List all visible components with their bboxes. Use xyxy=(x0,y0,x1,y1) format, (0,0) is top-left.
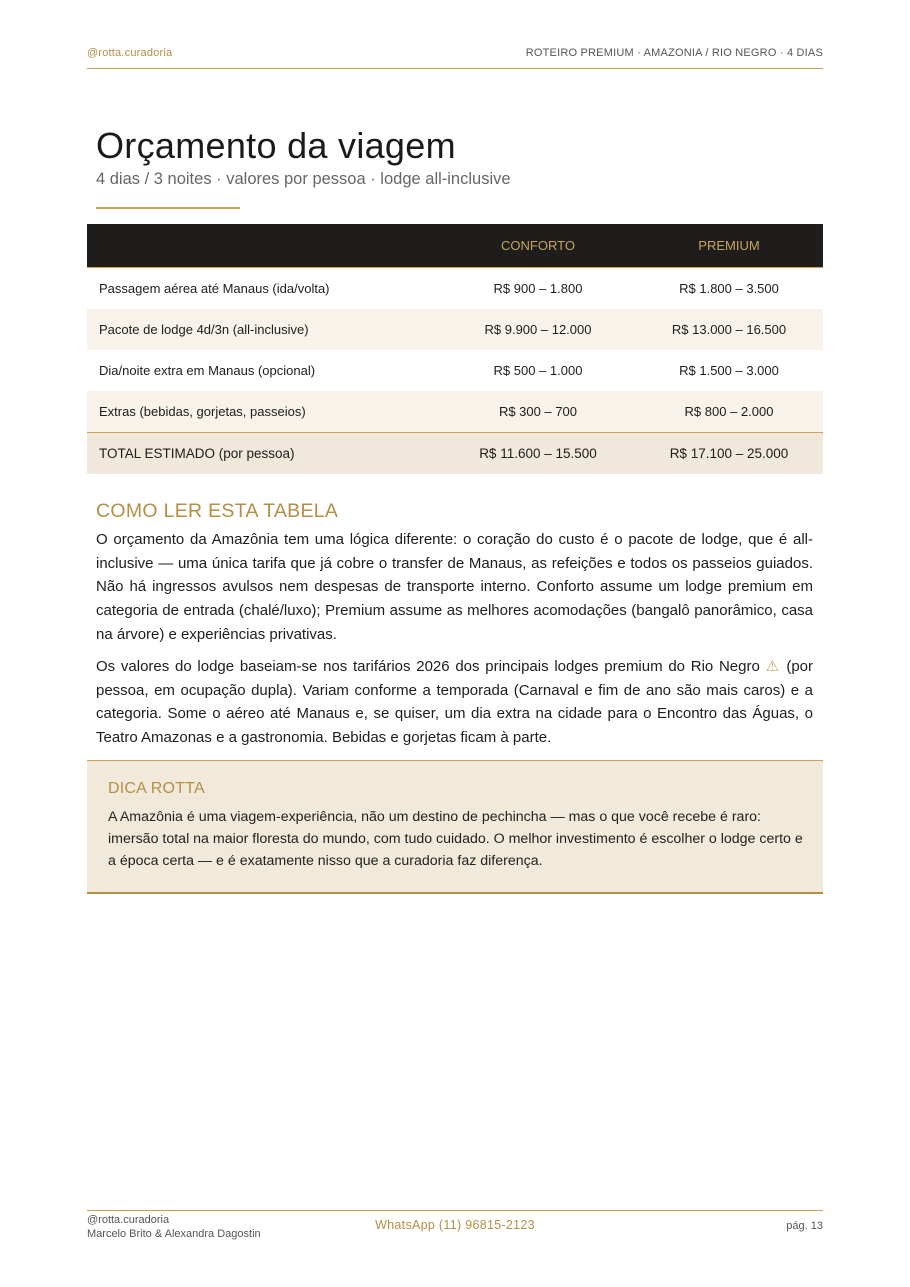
row-value-premium: R$ 800 – 2.000 xyxy=(635,391,823,433)
page-title: Orçamento da viagem xyxy=(96,125,456,166)
row-value-premium: R$ 13.000 – 16.500 xyxy=(635,309,823,350)
pricing-notes-text-b: (por pessoa, em ocupação dupla). Variam conforme a temporada (Carnaval e fim de ano são mais caros) e a categoria. Some o aéreo até Manaus e, se quiser, um dia extra na cidade para o Encontro das Águas, o Teatro Amazonas e a gastronomia. Bebidas e gorjetas ficam à parte. xyxy=(96,658,814,747)
header-document-title: ROTEIRO PREMIUM · AMAZONIA / RIO NEGRO · 4 DIAS xyxy=(525,47,823,59)
table-header-row xyxy=(87,224,823,268)
footer-brand: @rotta.curadoria xyxy=(87,1214,170,1226)
row-label: Pacote de lodge 4d/3n (all-inclusive) xyxy=(87,309,441,350)
page-footer xyxy=(87,1210,823,1241)
table-row xyxy=(87,350,823,391)
page-header xyxy=(87,46,823,69)
warning-icon: ⚠ xyxy=(765,658,781,675)
footer-whatsapp-contact: WhatsApp (11) 96815-2123 xyxy=(375,1218,535,1232)
pricing-notes-text-a: Os valores do lodge baseiam-se nos tarifários 2026 dos principais lodges premium do Rio Negro xyxy=(96,658,760,675)
table-total-row xyxy=(87,433,823,475)
row-label: Dia/noite extra em Manaus (opcional) xyxy=(99,363,316,378)
title-block xyxy=(96,124,816,190)
pricing-notes-paragraph xyxy=(96,655,813,750)
section-heading: COMO LER ESTA TABELA xyxy=(96,500,339,522)
budget-table xyxy=(87,224,823,474)
total-value-conforto: R$ 11.600 – 15.500 xyxy=(441,433,635,475)
explanation-paragraph: O orçamento da Amazônia tem uma lógica diferente: o coração do custo é o pacote de lodge, que é all-inclusive — uma única tarifa que já cobre o transfer de Manaus, as refeições e todos os passeios guiados. Não há ingressos avulsos nem despesas de transporte interno. Conforto assume um lodge premium em categoria de entrada (chalé/luxo); Premium assume as melhores acomodações (bangalô panorâmico, casa na árvore) e experiências privativas. xyxy=(96,531,813,643)
column-header-item xyxy=(87,224,441,268)
tip-box xyxy=(87,760,823,894)
page-number: pág. 13 xyxy=(786,1220,823,1232)
table-row xyxy=(87,391,823,433)
header-brand: @rotta.curadoria xyxy=(87,47,173,59)
tip-text: A Amazônia é uma viagem-experiência, não um destino de pechincha — mas o que você recebe é raro: imersão total na maior floresta do mundo, com tudo cuidado. O melhor investimento é escolher o lodge certo e a época certa — e é exatamente nisso que a curadoria faz diferença. xyxy=(108,809,803,869)
column-header-conforto: CONFORTO xyxy=(441,224,635,268)
row-value-conforto: R$ 900 – 1.800 xyxy=(493,281,583,296)
row-value-conforto: R$ 500 – 1.000 xyxy=(493,363,583,378)
row-label: Passagem aérea até Manaus (ida/volta) xyxy=(99,281,330,296)
title-divider xyxy=(96,207,240,209)
row-value-premium: R$ 1.500 – 3.000 xyxy=(679,363,779,378)
page-subtitle: 4 dias / 3 noites · valores por pessoa · lodge all-inclusive xyxy=(96,170,511,188)
tip-title: DICA ROTTA xyxy=(108,780,205,797)
table-row xyxy=(87,309,823,350)
column-header-premium: PREMIUM xyxy=(635,224,823,268)
total-value-premium: R$ 17.100 – 25.000 xyxy=(635,433,823,475)
footer-authors: Marcelo Brito & Alexandra Dagostin xyxy=(87,1227,261,1240)
total-label: TOTAL ESTIMADO (por pessoa) xyxy=(87,433,441,475)
row-label: Extras (bebidas, gorjetas, passeios) xyxy=(87,391,441,433)
row-value-conforto: R$ 9.900 – 12.000 xyxy=(441,309,635,350)
row-value-premium: R$ 1.800 – 3.500 xyxy=(679,281,779,296)
row-value-conforto: R$ 300 – 700 xyxy=(441,391,635,433)
table-row xyxy=(87,268,823,310)
